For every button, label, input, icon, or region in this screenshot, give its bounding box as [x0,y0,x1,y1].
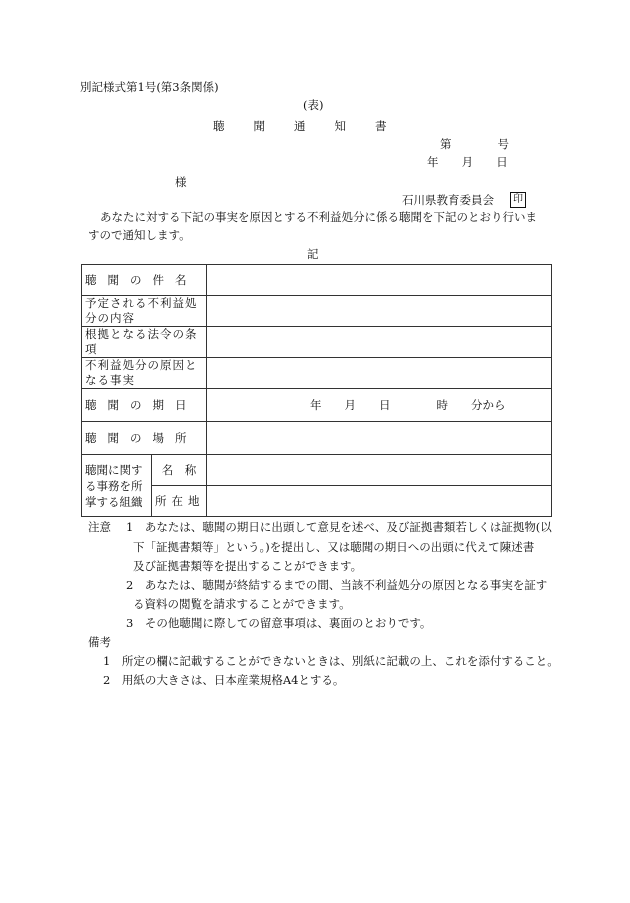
remark-2: 2 用紙の大きさは、日本産業規格A4とする。 [103,673,345,687]
form-reference: 別記様式第1号(第3条関係) [80,80,219,94]
remark-1: 1 所定の欄に記載することができないときは、別紙に記載の上、これを添付すること。 [103,654,559,668]
note-1-line-2: 下「証拠書類等」という。)を提出し、又は聴聞の期日への出頭に代えて陳述書 [133,540,535,554]
document-title: 聴聞通知書 [213,119,416,133]
note-2-line-2: る資料の閲覧を請求することができます。 [133,597,351,611]
label-legal-basis: 根拠となる法令の条 項 [82,327,207,358]
note-1-line-1: 1 あなたは、聴聞の期日に出頭して意見を述べ、及び証拠書類若しくは証拠物(以 [126,520,552,534]
value-case-name[interactable] [207,265,552,296]
number-line: 第 号 [440,137,509,151]
label-organization: 聴聞に関す る事務を所 掌する組織 [82,455,152,517]
label-hearing-place: 聴聞の場所 [82,422,207,455]
note-2-line-1: 2 あなたは、聴聞が終結するまでの間、当該不利益処分の原因となる事実を証す [126,578,548,592]
label-case-name: 聴聞の件名 [82,265,207,296]
row-case-name [82,265,552,296]
remarks-title: 備考 [88,635,111,649]
issuer-name: 石川県教育委員会 [402,193,494,207]
date-line: 年 月 日 [427,155,508,169]
hearing-details-table [81,264,552,517]
side-label: (表) [303,98,324,112]
value-planned-action[interactable] [207,296,552,327]
intro-line-2: すので通知します。 [88,228,191,242]
label-org-address: 所在地 [152,486,207,517]
value-org-address[interactable] [207,486,552,517]
note-3-line-1: 3 その他聴聞に際しての留意事項は、裏面のとおりです。 [126,616,432,630]
value-legal-basis[interactable] [207,327,552,358]
row-hearing-place [82,422,552,455]
value-hearing-date[interactable] [207,389,552,422]
value-hearing-place[interactable] [207,422,552,455]
row-org-address [82,486,552,517]
addressee-suffix: 様 [175,175,187,189]
row-hearing-date [82,389,552,422]
label-hearing-date: 聴聞の期日 [82,389,207,422]
row-legal-basis [82,327,552,358]
notes-title: 注意 [88,520,111,534]
hearing-date-template: 年 月 日 時 分から [310,398,506,412]
label-planned-action: 予定される不利益処 分の内容 [82,296,207,327]
intro-line-1: あなたに対する下記の事実を原因とする不利益処分に係る聴聞を下記のとおり行いま [100,210,537,224]
row-cause [82,358,552,389]
value-cause[interactable] [207,358,552,389]
value-org-name[interactable] [207,455,552,486]
seal-box: 印 [510,192,526,208]
ki-label: 記 [307,247,319,261]
label-org-name: 名 称 [152,455,207,486]
row-planned-action [82,296,552,327]
label-cause: 不利益処分の原因と なる事実 [82,358,207,389]
row-org-name [82,455,552,486]
note-1-line-3: 及び証拠書類等を提出することができます。 [133,559,363,573]
